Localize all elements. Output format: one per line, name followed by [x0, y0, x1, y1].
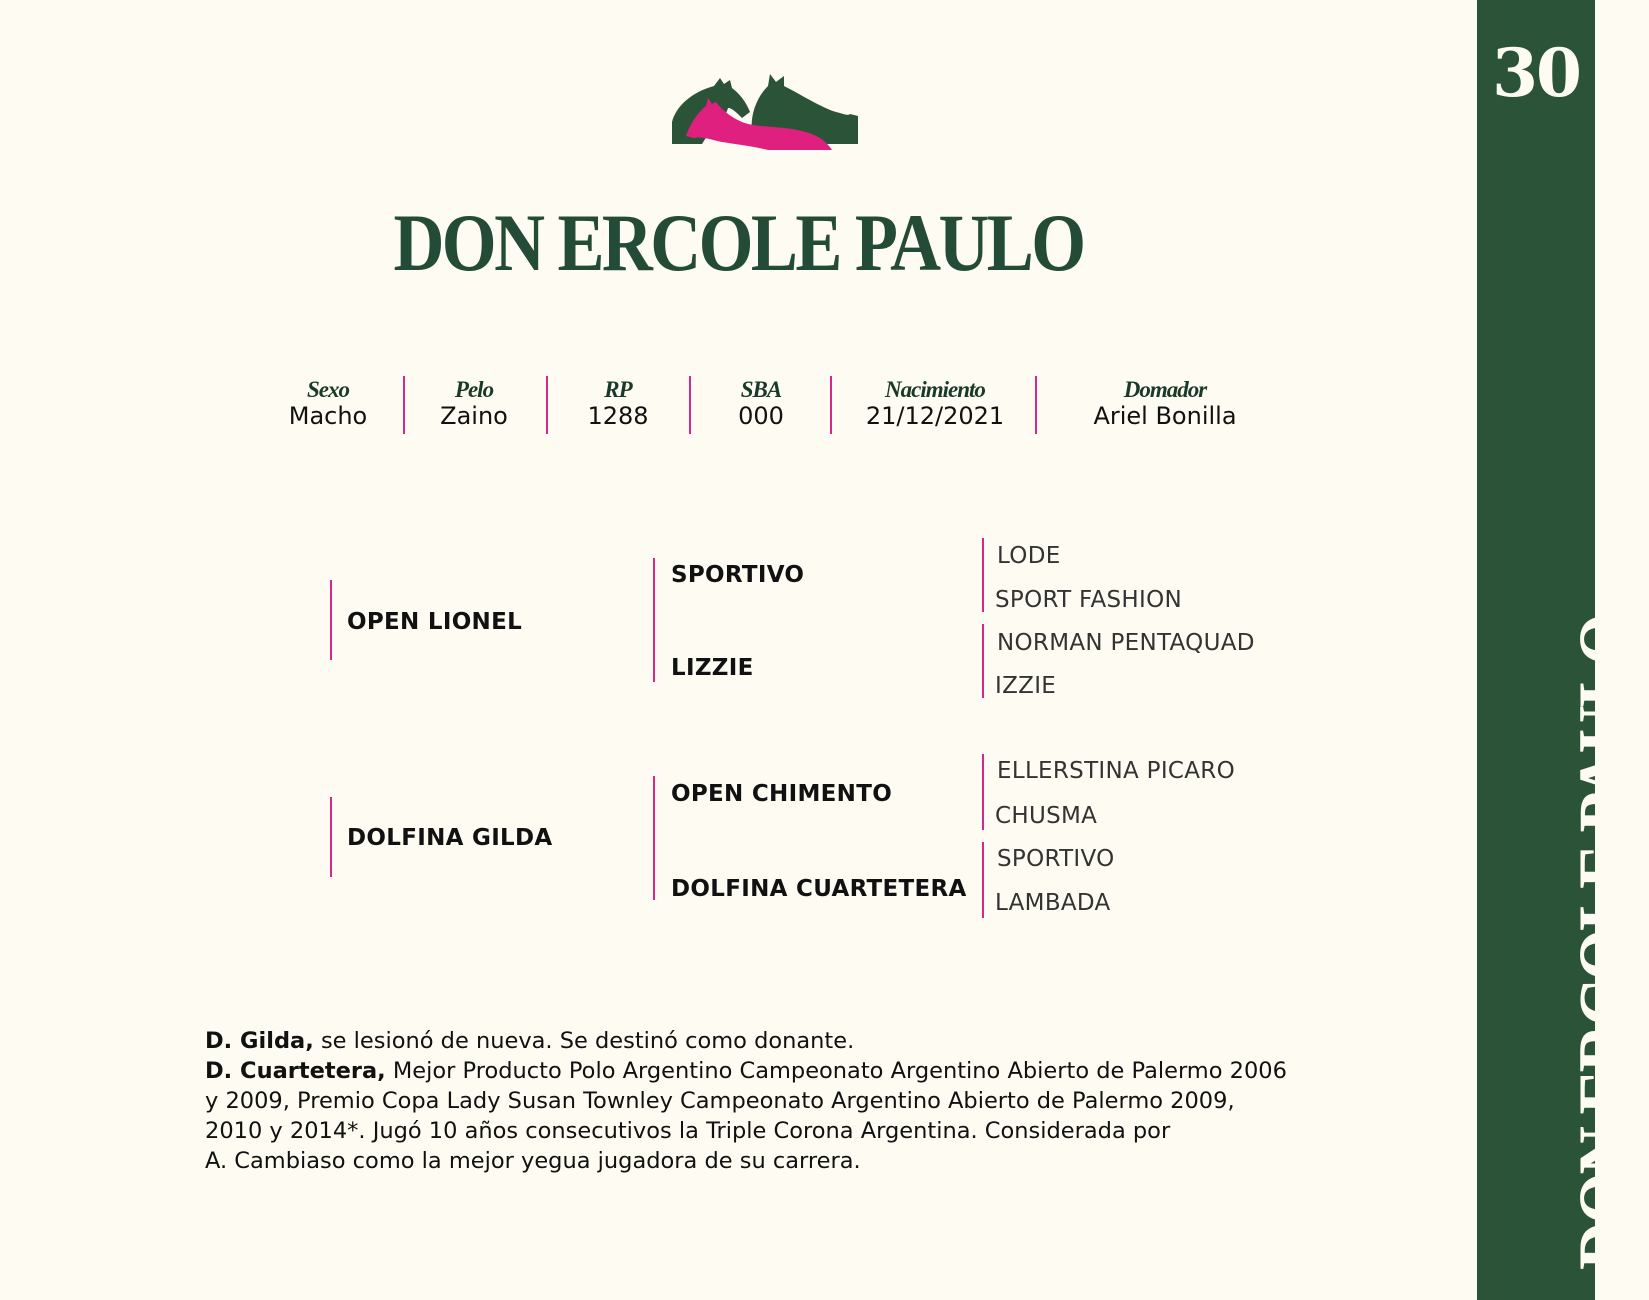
divider — [1035, 376, 1037, 434]
note-text: se lesionó de nueva. Se destinó como donante. — [313, 1028, 855, 1054]
info-label: RP — [604, 377, 632, 402]
ggp-name: NORMAN PENTAQUAD — [997, 630, 1255, 656]
info-domador — [1080, 378, 1250, 430]
info-label: Pelo — [454, 377, 494, 402]
ggp-name: SPORT FASHION — [995, 587, 1182, 613]
horse-logo-icon — [672, 72, 858, 152]
info-value: 21/12/2021 — [865, 402, 1005, 430]
dam-dam-name: DOLFINA CUARTETERA — [671, 876, 967, 902]
info-label: Domador — [1123, 377, 1207, 402]
divider — [653, 558, 655, 682]
info-nacimiento — [855, 378, 1015, 430]
info-label: Nacimiento — [885, 377, 985, 402]
info-row — [0, 378, 1477, 438]
divider — [830, 376, 832, 434]
info-value: Macho — [288, 402, 368, 430]
sire-dam-name: LIZZIE — [671, 655, 754, 681]
ggp-name: ELLERSTINA PICARO — [997, 758, 1235, 784]
info-rp — [538, 378, 698, 430]
vertical-title: DON ERCOLE PAULO — [1562, 615, 1649, 1270]
note-text: Mejor Producto Polo Argentino Campeonato Argentino Abierto de Palermo 2006 — [385, 1058, 1287, 1084]
info-value: 1288 — [587, 402, 649, 430]
note-bold: D. Cuartetera, — [205, 1058, 386, 1084]
sire-sire-name: SPORTIVO — [671, 562, 805, 588]
note-cuartetera — [205, 1056, 1335, 1086]
ggp-name: IZZIE — [995, 673, 1057, 699]
divider — [982, 754, 984, 830]
info-label: SBA — [740, 377, 782, 402]
info-label: Sexo — [307, 377, 349, 402]
note-line: A. Cambiaso como la mejor yegua jugadora de su carrera. — [205, 1148, 861, 1174]
divider — [330, 797, 332, 877]
ggp-name: LODE — [997, 543, 1061, 569]
info-value: Zaino — [440, 402, 508, 430]
ggp-name: CHUSMA — [995, 803, 1098, 829]
info-sexo — [248, 378, 408, 430]
info-pelo — [394, 378, 554, 430]
dam-name: DOLFINA GILDA — [347, 825, 553, 851]
ggp-name: SPORTIVO — [997, 846, 1115, 872]
info-value: Ariel Bonilla — [1093, 402, 1237, 430]
note-bold: D. Gilda, — [205, 1028, 314, 1054]
divider — [982, 842, 984, 918]
info-sba — [681, 378, 841, 430]
divider — [982, 538, 984, 612]
note-line: 2010 y 2014*. Jugó 10 años consecutivos la Triple Corona Argentina. Considerada por — [205, 1118, 1171, 1144]
notes — [205, 1026, 1335, 1176]
divider — [653, 776, 655, 900]
note-line: y 2009, Premio Copa Lady Susan Townley Campeonato Argentino Abierto de Palermo 2009, — [205, 1088, 1235, 1114]
divider — [330, 580, 332, 660]
vertical-title-wrap — [1477, 615, 1649, 1270]
info-value: 000 — [738, 402, 784, 430]
page-number: 30 — [1492, 34, 1580, 112]
horse-name-title: DON ERCOLE PAULO — [393, 197, 1084, 288]
dam-sire-name: OPEN CHIMENTO — [671, 781, 893, 807]
note-gilda — [205, 1026, 1335, 1056]
sire-name: OPEN LIONEL — [347, 609, 523, 635]
divider — [982, 624, 984, 698]
sidebar — [1477, 0, 1649, 1300]
ggp-name: LAMBADA — [995, 890, 1111, 916]
